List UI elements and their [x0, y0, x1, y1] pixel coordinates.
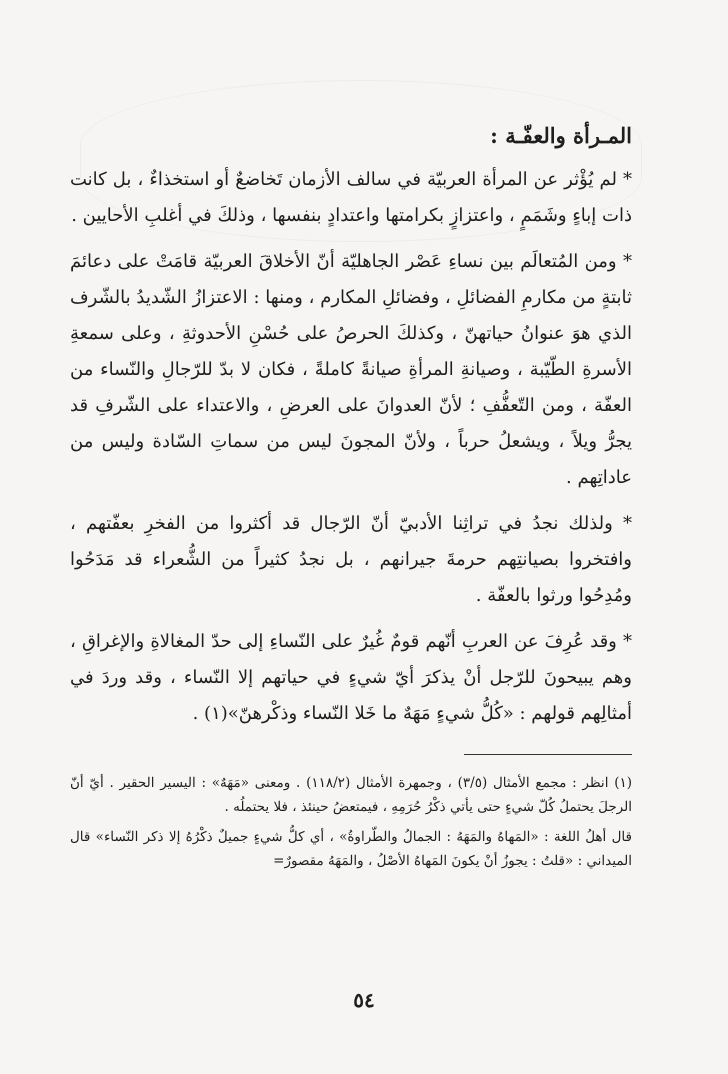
- page-content: [70, 118, 632, 879]
- paragraph: * ولذلك نجدُ في تراثِنا الأدبيّ أنّ الرّجال قد أكثروا من الفخرِ بعفّتهم ، وافتخروا بصيانتِهم حرمةَ جيرانهم ، بل نجدُ كثيراً من الشُّعراء قد مَدَحُوا ومُدِحُوا ورثوا بالعفّة .: [70, 513, 632, 606]
- paragraph: * لم يُؤْثر عن المرأة العربيّة في سالف الأزمان تَخاضعٌ أو استخذاءٌ ، بل كانت ذات إباءٍ وشَمَمٍ ، واعتزازٍ بكرامتها واعتدادٍ بنفسها ، وذلكَ في أغلبِ الأحايين .: [70, 169, 632, 226]
- page-number: ٥٤: [353, 988, 375, 1012]
- footnote: (١) انظر : مجمع الأمثال (٣/٥) ، وجمهرة الأمثال (١١٨/٢) . ومعنى «مَهَهٌ» : اليسير الحقير . أيّ أنّ الرجلَ يحتملُ كُلّ شيءٍ حتى يأتي ذكْرُ حُرَمِهِ ، فيمتعضُ حينئذ ، فلا يحتملُه .: [70, 775, 633, 815]
- paragraph: * وقد عُرِفَ عن العربِ أنّهم قومٌ غُيرٌ على النّساءِ إلى حدّ المغالاةِ والإغراقِ ، وهم يبيحونَ للرّجل أنْ يذكرَ أيّ شيءٍ في حياتهم إلا النّساء ، وقد وردَ في أمثالِهم قولهم : «كُلُّ شيءٍ مَهَهٌ ما خَلا النّساء وذكْرهنّ»(١) .: [70, 631, 632, 724]
- section-heading: المـرأة والعفّـة :: [490, 123, 632, 148]
- footnote-divider: [464, 754, 632, 755]
- footnote: قال أهلُ اللغة : «المَهاهُ والمَهَهُ : الجمالُ والطّراوةُ» ، أي كلُّ شيءٍ جميلٌ ذكْرُهُ إلا ذكر النّساء» قال الميداني : «قلتُ : يجوزُ أنْ يكونَ المَهاهُ الأصْلُ ، والمَهَهُ مقصورٌ=: [70, 829, 632, 869]
- paragraph: * ومن المُتعالَم بين نساءِ عَصْر الجاهليّة أنّ الأخلاقَ العربيّة قامَتْ على دعائمَ ثابتةٍ من مكارمِ الفضائلِ ، وفضائلِ المكارم ، ومنها : الاعتزازُ الشّديدُ بالشّرف الذي هوَ عنوانُ حياتهنّ ، وكذلكَ الحرصُ على حُسْنِ الأحدوثةِ ، وعلى سمعةِ الأسرةِ الطّيّبة ، وصيانةِ المرأةِ صيانةً كاملةً ، فكان لا بدّ للرّجالِ والنّساء من العفّة ، ومن التّعفُّفِ ؛ لأنّ العدوانَ على العرضِ ، والاعتداء على الشّرفِ قد يجرُّ ويلاً ، ويشعلُ حرباً ، ولأنّ المجونَ ليس من سماتِ السّادة وليس من عاداتِهم .: [70, 251, 632, 488]
